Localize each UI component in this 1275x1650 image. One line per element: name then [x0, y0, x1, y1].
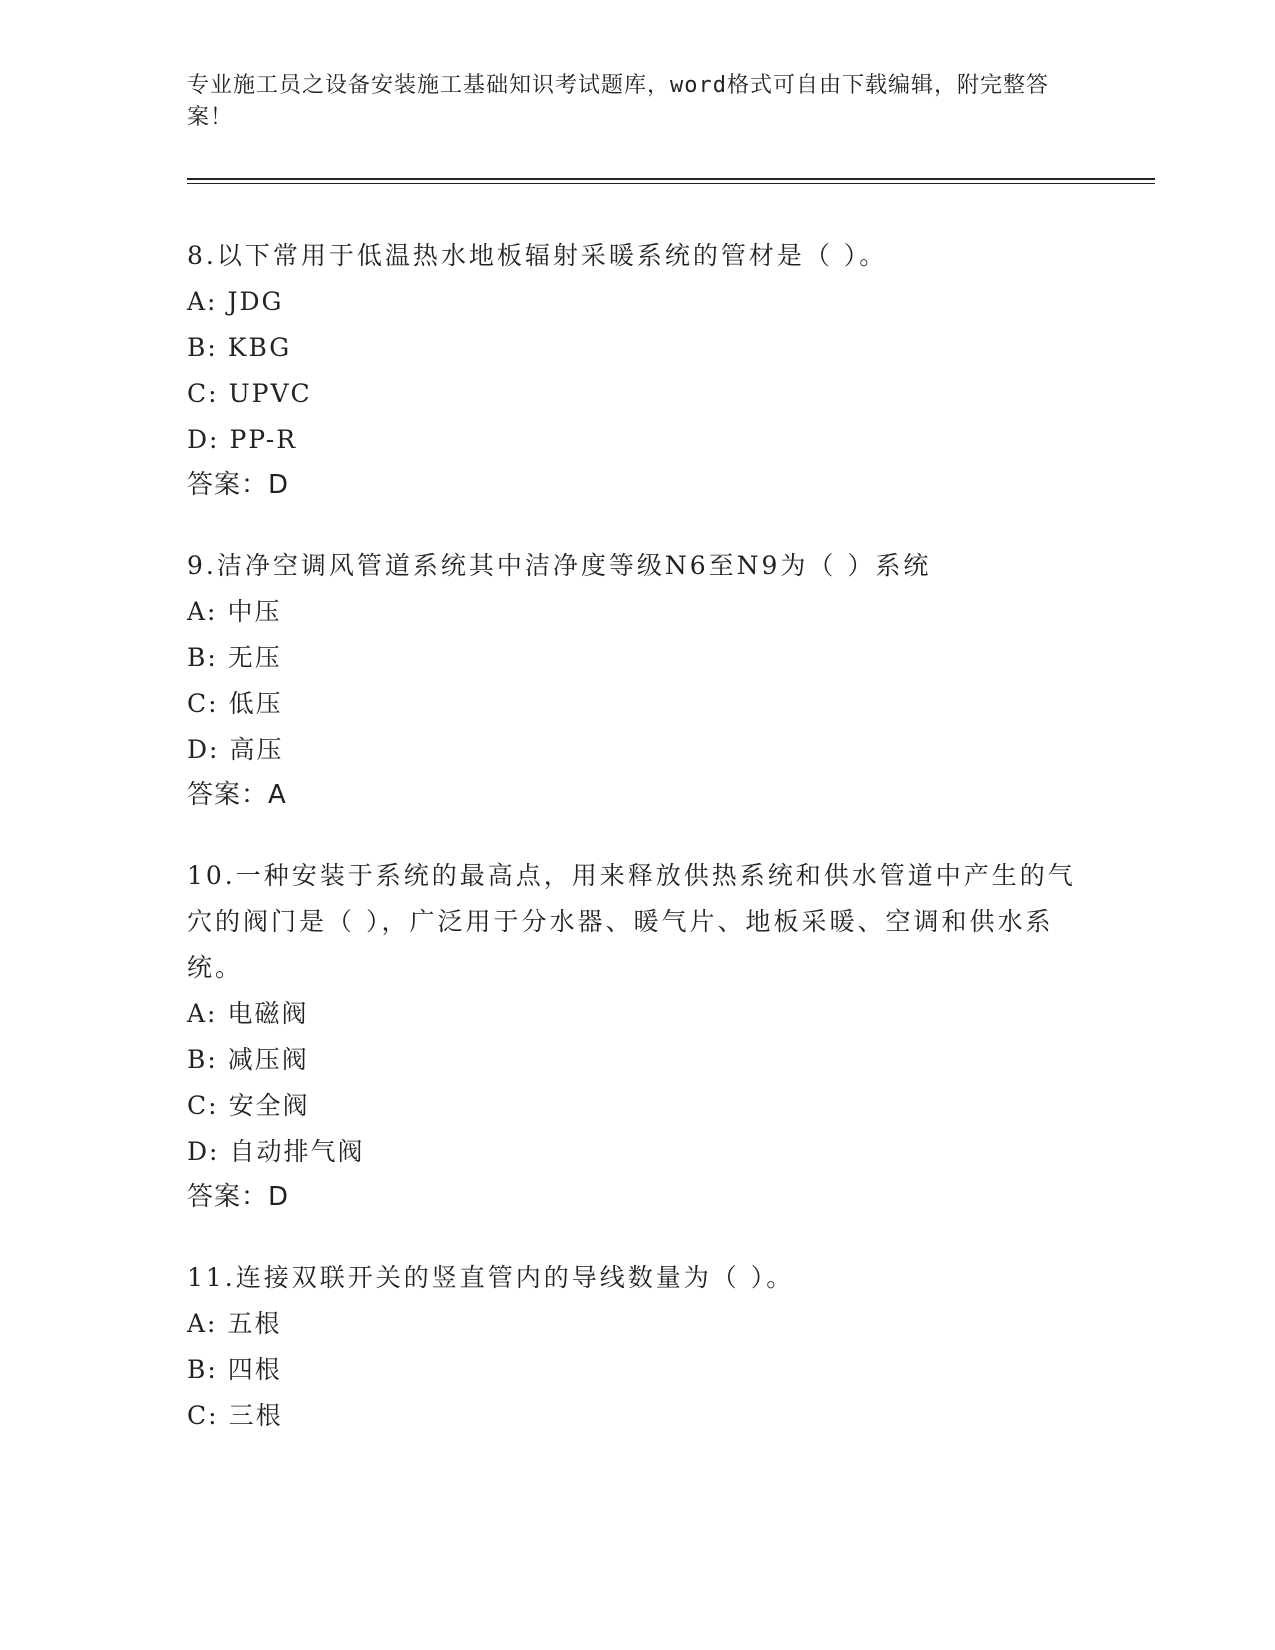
option-text: 无压 — [227, 643, 282, 672]
answer-line: 答案：D — [187, 1182, 290, 1212]
option-text: UPVC — [228, 379, 312, 408]
question-stem: 8.以下常用于低温热水地板辐射采暖系统的管材是（ ）。 — [187, 241, 888, 270]
document-header: 专业施工员之设备安装施工基础知识考试题库，word格式可自由下载编辑，附完整答案！ — [187, 73, 1049, 130]
option-c — [187, 371, 1087, 417]
option-label: B: — [187, 1355, 218, 1384]
option-text: 自动排气阀 — [229, 1137, 365, 1166]
option-text: 安全阀 — [228, 1091, 310, 1120]
option-label: B: — [187, 643, 218, 672]
question-8 — [187, 233, 1087, 507]
question-stem: 9.洁净空调风管道系统其中洁净度等级N6至N9为（ ）系统 — [187, 551, 932, 580]
option-text: 五根 — [227, 1309, 282, 1338]
option-a — [187, 1301, 1087, 1347]
option-label: B: — [187, 333, 218, 362]
option-label: D: — [187, 1137, 220, 1166]
option-text: 减压阀 — [227, 1045, 309, 1074]
option-b — [187, 1037, 1087, 1083]
option-a — [187, 589, 1087, 635]
question-11 — [187, 1255, 1087, 1439]
option-c — [187, 1393, 1087, 1439]
option-a — [187, 991, 1087, 1037]
option-b — [187, 1347, 1087, 1393]
option-label: C: — [187, 1091, 219, 1120]
option-c — [187, 681, 1087, 727]
question-stem: 11.连接双联开关的竖直管内的导线数量为（ ）。 — [187, 1263, 795, 1292]
header-rule-thick — [187, 178, 1155, 180]
option-c — [187, 1083, 1087, 1129]
option-text: 高压 — [229, 735, 284, 764]
option-text: 低压 — [228, 689, 283, 718]
option-a — [187, 279, 1087, 325]
option-label: D: — [187, 425, 220, 454]
option-label: A: — [187, 287, 218, 316]
question-stem: 10.一种安装于系统的最高点，用来释放供热系统和供水管道中产生的气穴的阀门是（ ），广泛用于分水器、暖气片、地板采暖、空调和供水系统。 — [187, 861, 1076, 982]
option-label: C: — [187, 379, 219, 408]
option-label: A: — [187, 999, 218, 1028]
option-d — [187, 417, 1087, 463]
option-d — [187, 727, 1087, 773]
question-10 — [187, 853, 1087, 1219]
question-9 — [187, 543, 1087, 817]
question-list — [187, 233, 1087, 1475]
answer-line: 答案：A — [187, 780, 287, 810]
option-d — [187, 1129, 1087, 1175]
option-text: KBG — [227, 333, 292, 362]
option-b — [187, 635, 1087, 681]
option-text: 三根 — [228, 1401, 283, 1430]
option-label: C: — [187, 689, 219, 718]
option-text: 电磁阀 — [227, 999, 309, 1028]
option-text: 四根 — [227, 1355, 282, 1384]
option-label: C: — [187, 1401, 219, 1430]
option-label: A: — [187, 1309, 218, 1338]
option-label: B: — [187, 1045, 218, 1074]
answer-line: 答案：D — [187, 470, 290, 500]
option-text: 中压 — [227, 597, 282, 626]
option-label: D: — [187, 735, 220, 764]
option-text: JDG — [227, 287, 284, 316]
header-rule-thin — [187, 183, 1155, 184]
option-label: A: — [187, 597, 218, 626]
option-b — [187, 325, 1087, 371]
option-text: PP-R — [229, 425, 298, 454]
